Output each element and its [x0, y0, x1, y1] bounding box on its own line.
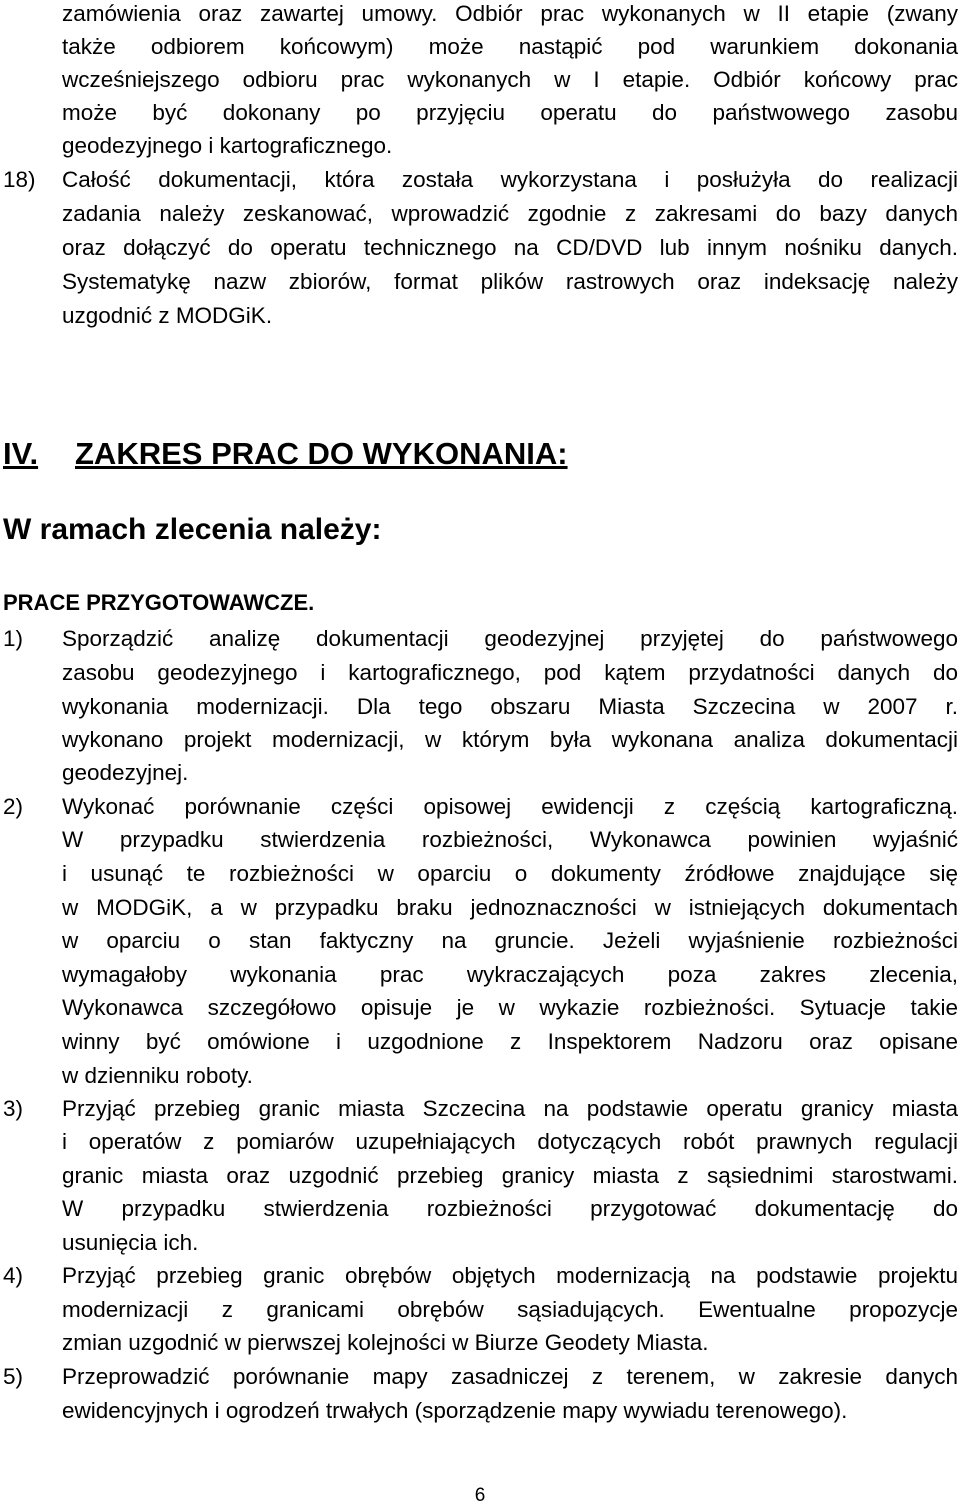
text-line: Przyjąć przebieg granic miasta Szczecina na podstawie operatu granicy miasta: [62, 1096, 958, 1121]
text-line: zmian uzgodnić w pierwszej kolejności w Biurze Geodety Miasta.: [62, 1330, 709, 1355]
text-line: ewidencyjnych i ogrodzeń trwałych (sporządzenie mapy wywiadu terenowego).: [62, 1398, 848, 1423]
text-line: zasobu geodezyjnego i kartograficznego, pod kątem przydatności danych do: [62, 660, 958, 685]
text-line: Systematykę nazw zbiorów, format plików rastrowych oraz indeksację należy: [62, 269, 958, 294]
text-line: może być dokonany po przyjęciu operatu do państwowego zasobu: [62, 100, 958, 125]
text-line: oraz dołączyć do operatu technicznego na CD/DVD lub innym nośniku danych.: [62, 235, 958, 260]
text-line: w oparciu o stan faktyczny na gruncie. Jeżeli wyjaśnienie rozbieżności: [62, 928, 958, 953]
text-line: wykonano projekt modernizacji, w którym była wykonana analiza dokumentacji: [62, 727, 958, 752]
text-line: zadania należy zeskanować, wprowadzić zgodnie z zakresami do bazy danych: [62, 201, 958, 226]
list-item-number: 5): [3, 1364, 24, 1389]
text-line: i operatów z pomiarów uzupełniających dotyczących robót prawnych regulacji: [62, 1129, 958, 1154]
text-line: geodezyjnej.: [62, 760, 189, 785]
text-line: Wykonawca szczegółowo opisuje je w wykazie rozbieżności. Sytuacje takie: [62, 995, 958, 1020]
text-line: wcześniejszego odbioru prac wykonanych w I etapie. Odbiór końcowy prac: [62, 67, 958, 92]
text-line: W przypadku stwierdzenia rozbieżności, Wykonawca powinien wyjaśnić: [62, 827, 958, 852]
text-line: Wykonać porównanie części opisowej ewidencji z częścią kartograficzną.: [62, 794, 958, 819]
text-line: w MODGiK, a w przypadku braku jednoznaczności w istniejących dokumentach: [62, 895, 958, 920]
list-item-number: 4): [3, 1263, 24, 1288]
text-line: Przeprowadzić porównanie mapy zasadniczej z terenem, w zakresie danych: [62, 1364, 958, 1389]
subsection-label: PRACE PRZYGOTOWAWCZE.: [3, 590, 315, 615]
section-subtitle: W ramach zlecenia należy:: [3, 513, 382, 546]
text-line: także odbiorem końcowym) może nastąpić pod warunkiem dokonania: [62, 34, 958, 59]
text-line: winny być omówione i uzgodnione z Inspektorem Nadzoru oraz opisane: [62, 1029, 958, 1054]
text-line: uzgodnić z MODGiK.: [62, 303, 273, 328]
page-number: 6: [474, 1485, 486, 1506]
text-line: Całość dokumentacji, która została wykorzystana i posłużyła do realizacji: [62, 167, 958, 192]
text-line: Sporządzić analizę dokumentacji geodezyjnej przyjętej do państwowego: [62, 626, 958, 651]
text-line: W przypadku stwierdzenia rozbieżności przygotować dokumentację do: [62, 1196, 958, 1221]
list-item-number: 18): [3, 167, 36, 192]
text-line: wymagałoby wykonania prac wykraczających poza zakres zlecenia,: [62, 962, 958, 987]
list-item-number: 3): [3, 1096, 24, 1121]
list-item-number: 2): [3, 794, 24, 819]
section-heading: [3, 434, 568, 474]
text-line: geodezyjnego i kartograficznego.: [62, 133, 393, 158]
text-line: Przyjąć przebieg granic obrębów objętych modernizacją na podstawie projektu: [62, 1263, 958, 1288]
section-number: IV.: [3, 436, 39, 471]
text-line: zamówienia oraz zawartej umowy. Odbiór prac wykonanych w II etapie (zwany: [62, 1, 958, 26]
text-line: w dzienniku roboty.: [62, 1063, 253, 1088]
text-line: wykonania modernizacji. Dla tego obszaru Miasta Szczecina w 2007 r.: [62, 694, 958, 719]
section-title: ZAKRES PRAC DO WYKONANIA:: [75, 436, 568, 471]
text-line: usunięcia ich.: [62, 1230, 199, 1255]
text-line: modernizacji z granicami obrębów sąsiadujących. Ewentualne propozycje: [62, 1297, 958, 1322]
text-line: i usunąć te rozbieżności w oparciu o dokumenty źródłowe znajdujące się: [62, 861, 958, 886]
text-line: granic miasta oraz uzgodnić przebieg granicy miasta z sąsiednimi starostwami.: [62, 1163, 958, 1188]
list-item-number: 1): [3, 626, 24, 651]
